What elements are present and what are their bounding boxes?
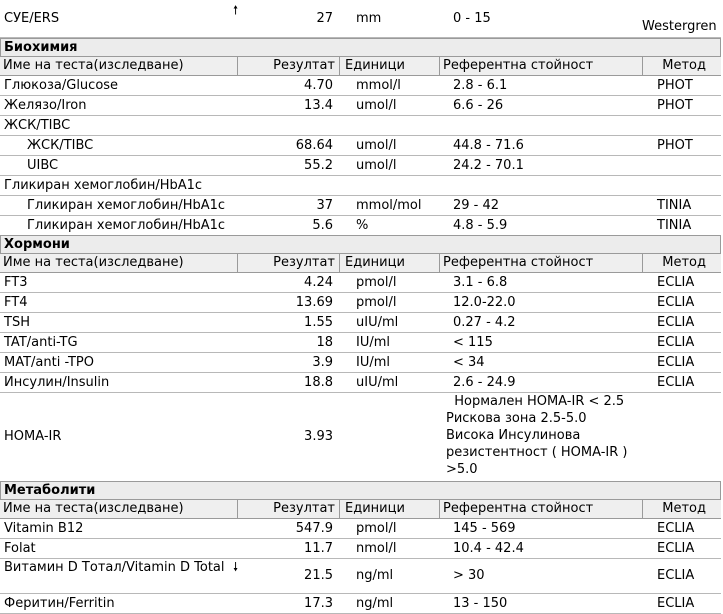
test-method: ECLIA — [657, 521, 695, 536]
col-unit: Единици — [339, 500, 439, 518]
col-method: Метод — [642, 500, 721, 518]
test-unit: umol/l — [356, 158, 397, 173]
test-result: 3.93 — [304, 429, 333, 444]
table-row — [0, 76, 721, 96]
col-name: Име на теста(изследване) — [3, 255, 184, 270]
table-row — [0, 539, 721, 559]
test-method: ECLIA — [657, 315, 695, 330]
test-name: UIBC — [27, 158, 59, 173]
test-ref: 44.8 - 71.6 — [453, 138, 524, 153]
test-ref: 0 - 15 — [453, 11, 491, 26]
test-unit: pmol/l — [356, 521, 397, 536]
test-method: TINIA — [657, 198, 692, 213]
table-row — [0, 393, 721, 482]
section-title: Хормони — [4, 237, 70, 252]
test-method: ECLIA — [657, 335, 695, 350]
test-method: ECLIA — [657, 375, 695, 390]
test-name: FT3 — [4, 275, 28, 290]
test-result: 4.24 — [304, 275, 333, 290]
table-row — [0, 216, 721, 236]
col-unit: Единици — [339, 254, 439, 272]
test-method: ECLIA — [657, 568, 695, 583]
test-result: 11.7 — [304, 541, 333, 556]
test-unit: IU/ml — [356, 335, 391, 350]
test-ref: 13 - 150 — [453, 596, 508, 611]
test-name: TAT/anti-TG — [4, 335, 78, 350]
test-name: ЖСК/TIBC — [27, 138, 94, 153]
col-name: Име на теста(изследване) — [3, 501, 184, 516]
test-ref: 4.8 - 5.9 — [453, 218, 508, 233]
test-ref: < 115 — [453, 335, 493, 350]
col-ref: Референтна стойност — [439, 500, 642, 518]
test-ref: < 34 — [453, 355, 485, 370]
column-header-row — [0, 500, 721, 519]
test-ref: Нормален HOMA-IR < 2.5 Рискова зона 2.5-5.0 Висока Инсулинова резистентност ( HOMA-IR ) >5.0 — [446, 394, 628, 477]
test-name: Инсулин/Insulin — [4, 375, 110, 390]
test-method: Westergren — [642, 19, 717, 34]
test-name: Vitamin B12 — [4, 521, 84, 536]
test-unit: umol/l — [356, 138, 397, 153]
test-group-name: ЖСК/TIBC — [4, 118, 71, 133]
test-ref: > 30 — [453, 568, 485, 583]
test-result: 13.4 — [304, 98, 333, 113]
col-result: Резултат — [237, 57, 339, 75]
test-name: СУЕ/ERS — [4, 11, 60, 26]
test-method: ECLIA — [657, 275, 695, 290]
test-unit: mm — [356, 11, 382, 26]
table-row — [0, 373, 721, 393]
test-method: ECLIA — [657, 355, 695, 370]
test-method: ECLIA — [657, 295, 695, 310]
table-row — [0, 156, 721, 176]
test-name: Гликиран хемоглобин/HbA1c — [27, 198, 226, 213]
test-ref: 3.1 - 6.8 — [453, 275, 508, 290]
test-unit: ng/ml — [356, 568, 394, 583]
test-name: FT4 — [4, 295, 28, 310]
test-group-name: Гликиран хемоглобин/HbA1c — [4, 178, 203, 193]
test-method: PHOT — [657, 138, 693, 153]
test-unit: % — [356, 218, 369, 233]
col-method: Метод — [642, 254, 721, 272]
test-method: ECLIA — [657, 541, 695, 556]
test-result: 17.3 — [304, 596, 333, 611]
col-method: Метод — [642, 57, 721, 75]
test-ref: 10.4 - 42.4 — [453, 541, 524, 556]
col-name: Име на теста(изследване) — [3, 58, 184, 73]
table-row — [0, 136, 721, 156]
test-name: Феритин/Ferritin — [4, 596, 115, 611]
table-row — [0, 519, 721, 539]
test-result: 547.9 — [295, 521, 333, 536]
test-unit: nmol/l — [356, 541, 397, 556]
test-result: 13.69 — [295, 295, 333, 310]
test-unit: mmol/l — [356, 78, 401, 93]
section-title: Метаболити — [4, 483, 96, 498]
section-title: Биохимия — [4, 40, 78, 55]
table-row — [0, 293, 721, 313]
column-header-row — [0, 57, 721, 76]
test-result: 27 — [316, 11, 333, 26]
test-result: 3.9 — [312, 355, 333, 370]
test-result: 68.64 — [295, 138, 333, 153]
table-row — [0, 353, 721, 373]
test-name: Желязо/Iron — [4, 98, 87, 113]
test-unit: uIU/ml — [356, 375, 399, 390]
test-name: TSH — [4, 315, 30, 330]
down-arrow-icon: 🠗 — [233, 560, 239, 574]
test-unit: mmol/mol — [356, 198, 422, 213]
section-header — [0, 38, 721, 57]
test-unit: umol/l — [356, 98, 397, 113]
test-result: 18 — [316, 335, 333, 350]
col-result: Резултат — [237, 500, 339, 518]
test-unit: pmol/l — [356, 295, 397, 310]
test-method: PHOT — [657, 78, 693, 93]
table-row — [0, 313, 721, 333]
col-result: Резултат — [237, 254, 339, 272]
test-result: 4.70 — [304, 78, 333, 93]
test-name: Глюкоза/Glucose — [4, 78, 119, 93]
test-result: 1.55 — [304, 315, 333, 330]
table-row — [0, 594, 721, 614]
test-ref: 12.0-22.0 — [453, 295, 516, 310]
table-row — [0, 116, 721, 136]
section-header — [0, 481, 721, 500]
test-method: TINIA — [657, 218, 692, 233]
table-row — [0, 333, 721, 353]
test-result: 37 — [316, 198, 333, 213]
test-ref: 0.27 - 4.2 — [453, 315, 516, 330]
up-arrow-icon: 🠕 — [233, 3, 239, 17]
test-result: 5.6 — [312, 218, 333, 233]
test-unit: uIU/ml — [356, 315, 399, 330]
test-ref: 145 - 569 — [453, 521, 516, 536]
test-name: Витамин D Тотал/Vitamin D Total — [4, 560, 225, 575]
col-ref: Референтна стойност — [439, 57, 642, 75]
test-name: HOMA-IR — [4, 429, 62, 444]
section-header — [0, 235, 721, 254]
test-name: Гликиран хемоглобин/HbA1c — [27, 218, 226, 233]
test-ref: 29 - 42 — [453, 198, 500, 213]
test-ref: 24.2 - 70.1 — [453, 158, 524, 173]
table-row — [0, 176, 721, 196]
test-unit: IU/ml — [356, 355, 391, 370]
table-row — [0, 559, 721, 594]
table-row — [0, 196, 721, 216]
test-name: MAT/anti -TPO — [4, 355, 94, 370]
test-result: 21.5 — [304, 568, 333, 583]
test-method: ECLIA — [657, 596, 695, 611]
test-method: PHOT — [657, 98, 693, 113]
test-ref: 2.8 - 6.1 — [453, 78, 508, 93]
col-ref: Референтна стойност — [439, 254, 642, 272]
table-row — [0, 273, 721, 293]
test-ref: 6.6 - 26 — [453, 98, 504, 113]
test-unit: pmol/l — [356, 275, 397, 290]
test-unit: ng/ml — [356, 596, 394, 611]
test-result: 55.2 — [304, 158, 333, 173]
column-header-row — [0, 254, 721, 273]
table-row — [0, 96, 721, 116]
col-unit: Единици — [339, 57, 439, 75]
table-row — [0, 0, 721, 38]
test-name: Folat — [4, 541, 36, 556]
test-ref: 2.6 - 24.9 — [453, 375, 516, 390]
test-result: 18.8 — [304, 375, 333, 390]
